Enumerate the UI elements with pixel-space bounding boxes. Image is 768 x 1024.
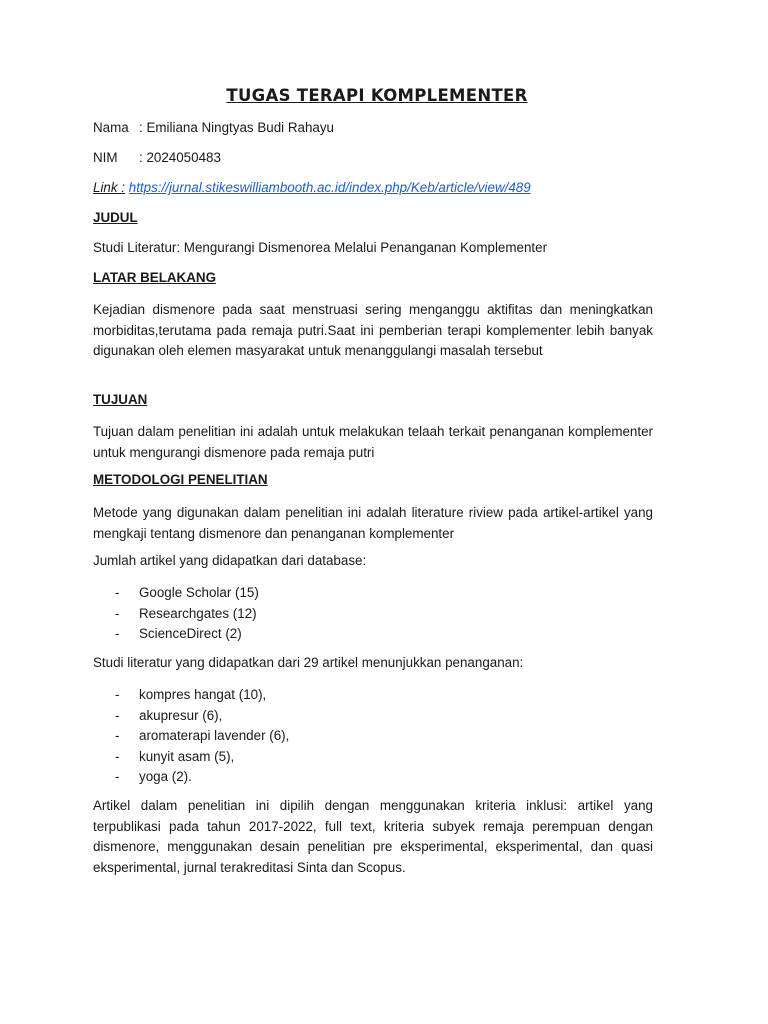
criteria-text: Artikel dalam penelitian ini dipilih dengan menggunakan kriteria inklusi: artikel yang terpublikasi pada tahun 2017-2022, full text, kriteria subyek remaja perempuan dengan dismenore, menggunakan desain penelitian pre eksperimental, eksperimental, dan quasi eksperimental, jurnal terakreditasi Sinta dan Scopus.: [93, 798, 653, 875]
link-line: [93, 180, 531, 195]
list-item: - yoga (2).: [115, 767, 289, 788]
treatment-intro: Studi literatur yang didapatkan dari 29 artikel menunjukkan penanganan:: [93, 655, 524, 670]
judul-heading: JUDUL: [93, 210, 138, 225]
nama-label: Nama: [93, 120, 129, 135]
treatment-list: [115, 685, 289, 788]
nama-line: [93, 120, 334, 135]
article-link[interactable]: https://jurnal.stikeswilliambooth.ac.id/index.php/Keb/article/view/489: [128, 180, 531, 195]
list-item: - Google Scholar (15): [115, 583, 259, 604]
nim-line: [93, 150, 221, 165]
list-item: - aromaterapi lavender (6),: [115, 726, 289, 747]
judul-text: Studi Literatur: Mengurangi Dismenorea Melalui Penanganan Komplementer: [93, 240, 548, 255]
list-item: - kompres hangat (10),: [115, 685, 289, 706]
metodologi-text: Metode yang digunakan dalam penelitian ini adalah literature riview pada artikel-artikel yang mengkaji tentang dismenore dan penanganan komplementer: [93, 505, 653, 541]
latar-belakang-text: Kejadian dismenore pada saat menstruasi sering menganggu aktifitas dan meningkatkan morbiditas,terutama pada remaja putri.Saat ini pemberian terapi komplementer lebih banyak digunakan oleh elemen masyarakat untuk menanggulangi masalah tersebut: [93, 302, 653, 358]
tujuan-text: Tujuan dalam penelitian ini adalah untuk melakukan telaah terkait penanganan komplementer untuk mengurangi dismenore pada remaja putri: [93, 424, 653, 460]
nim-value: : 2024050483: [139, 150, 221, 165]
list-item: - akupresur (6),: [115, 706, 289, 727]
link-label: Link :: [93, 180, 126, 195]
list-item: - Researchgates (12): [115, 604, 259, 625]
tujuan-heading: TUJUAN: [93, 392, 148, 407]
nama-value: : Emiliana Ningtyas Budi Rahayu: [139, 120, 335, 135]
list-item: - kunyit asam (5),: [115, 747, 289, 768]
latar-belakang-heading: LATAR BELAKANG: [93, 270, 216, 285]
document-title: TUGAS TERAPI KOMPLEMENTER: [226, 86, 528, 105]
database-list: [115, 583, 259, 645]
database-intro: Jumlah artikel yang didapatkan dari database:: [93, 553, 367, 568]
nim-label: NIM: [93, 150, 118, 165]
metodologi-heading: METODOLOGI PENELITIAN: [93, 472, 268, 487]
list-item: - ScienceDirect (2): [115, 624, 259, 645]
